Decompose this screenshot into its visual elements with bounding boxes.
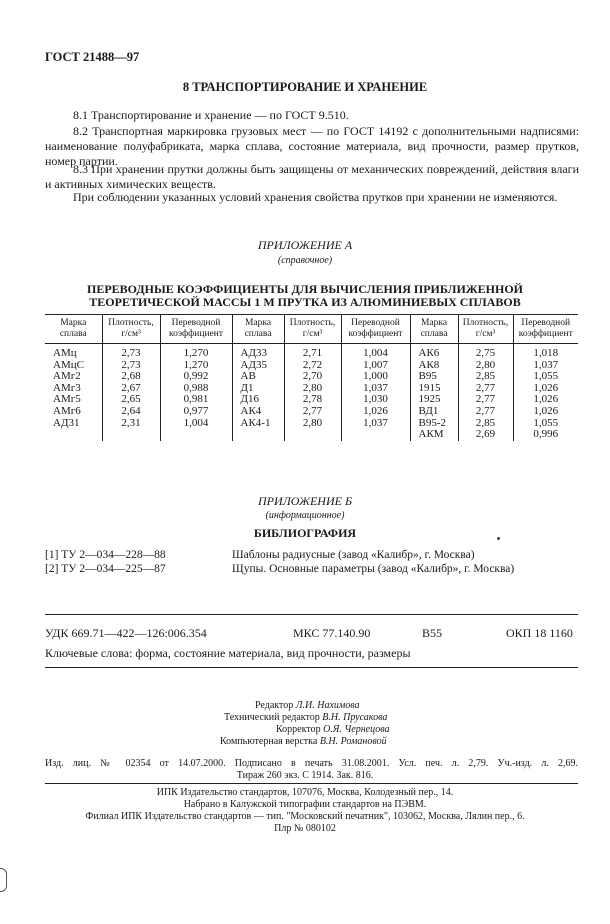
table-cell — [232, 429, 284, 441]
table-cell: 1,007 — [341, 360, 410, 372]
typeset-line: Набрано в Калужской типографии стандартов на ПЭВМ. — [183, 799, 427, 810]
paragraph-8-1: 8.1 Транспортирование и хранение — по ГОСТ 9.510. — [73, 108, 349, 122]
table-cell: 2,68 — [102, 371, 160, 383]
corrector-label: Корректор — [276, 724, 321, 735]
table-cell: 2,85 — [458, 418, 513, 430]
table-cell: В95 — [410, 371, 458, 383]
okp-code: ОКП 18 1160 — [506, 626, 573, 640]
table-cell: 1,018 — [513, 344, 578, 360]
table-cell: Д16 — [232, 394, 284, 406]
section-title: 8 ТРАНСПОРТИРОВАНИЕ И ХРАНЕНИЕ — [182, 80, 428, 94]
table-cell: ВД1 — [410, 406, 458, 418]
table-cell: АМг5 — [53, 393, 81, 406]
appendix-b-subtitle: (информационное) — [265, 510, 345, 521]
print-speck — [497, 537, 500, 540]
table-row — [45, 406, 578, 418]
paragraph-storage-note: При соблюдении указанных условий хранения свойства прутков при хранении не изменяются. — [73, 190, 558, 204]
table-cell: 2,64 — [102, 406, 160, 418]
column-header: Плотность, г/см³ — [458, 315, 513, 344]
table-row — [45, 344, 578, 360]
appendix-a-subtitle: (справочное) — [277, 255, 333, 266]
column-header: Переводной коэффициент — [513, 315, 578, 344]
license-line: Изд. лиц. № 02354 от 14.07.2000. Подписано в печать 31.08.2001. Усл. печ. л. 2,79. Уч.-изд. л. 2,69. — [45, 758, 578, 769]
table-cell: 2,70 — [284, 371, 341, 383]
branch-line: Филиал ИПК Издательство стандартов — тип. "Московский печатник", 103062, Москва, Лялин пер., 6. — [85, 811, 525, 822]
scan-edge-mark — [0, 868, 7, 892]
table-cell — [45, 429, 102, 441]
table-row — [45, 429, 578, 441]
layout-label: Компьютерная верстка — [220, 736, 318, 747]
table-cell: 1,037 — [513, 360, 578, 372]
bibliography-heading: БИБЛИОГРАФИЯ — [253, 526, 357, 540]
table-cell: Д1 — [232, 383, 284, 395]
table-cell — [284, 429, 341, 441]
table-cell: АМг6 — [53, 404, 81, 417]
column-header: Переводной коэффициент — [160, 315, 232, 344]
table-cell: 2,75 — [458, 344, 513, 360]
editor-label: Редактор — [255, 700, 294, 711]
table-cell: АК8 — [410, 360, 458, 372]
divider-publisher — [45, 783, 578, 784]
table-cell: АД31 — [53, 416, 80, 429]
group-code: В55 — [422, 626, 443, 640]
table-cell: АД35 — [232, 360, 284, 372]
table-cell: 2,78 — [284, 394, 341, 406]
table-cell: 1,055 — [513, 418, 578, 430]
table-cell: 1,026 — [341, 406, 410, 418]
table-cell: 1,026 — [513, 394, 578, 406]
table-cell: 1,026 — [513, 383, 578, 395]
divider-top — [45, 614, 578, 615]
table-cell: АК6 — [410, 344, 458, 360]
table-cell: АКМ — [410, 429, 458, 441]
table-cell: АД33 — [232, 344, 284, 360]
table-cell: 2,80 — [284, 383, 341, 395]
table-cell: 0,992 — [160, 371, 232, 383]
tech-editor-line — [224, 712, 387, 724]
table-cell: 0,977 — [160, 406, 232, 418]
conversion-coefficients-table — [45, 314, 578, 441]
document-code: ГОСТ 21488—97 — [45, 50, 140, 64]
bibliography-ref: [1] ТУ 2—034—228—88 — [45, 549, 166, 561]
appendix-b-title: ПРИЛОЖЕНИЕ Б — [257, 494, 353, 508]
table-cell: 1,030 — [341, 394, 410, 406]
table-cell: 1,037 — [341, 383, 410, 395]
table-cell: АМг2 — [53, 370, 81, 383]
paragraph-8-2: 8.2 Транспортная маркировка грузовых мест — по ГОСТ 14192 с дополнительными надписями: наименование полуфабриката, марка сплава, состояние материала, вид прочности, размер прутков, номер партии. — [45, 124, 579, 168]
table-cell: АК4 — [232, 406, 284, 418]
table-cell: 2,80 — [458, 360, 513, 372]
table-row — [45, 418, 578, 430]
table-cell: 1,004 — [160, 418, 232, 430]
column-header: Марка сплава — [232, 315, 284, 344]
table-cell: 1925 — [410, 394, 458, 406]
table-cell: 0,981 — [160, 394, 232, 406]
table-cell: АК4-1 — [232, 418, 284, 430]
table-cell: АМцС — [53, 358, 84, 371]
editor-line — [255, 700, 360, 712]
column-header: Плотность, г/см³ — [102, 315, 160, 344]
table-cell: 1,026 — [513, 406, 578, 418]
table-cell: 2,77 — [284, 406, 341, 418]
corrector-name: О.Я. Чернецова — [323, 724, 390, 735]
table-cell — [160, 429, 232, 441]
table-heading-line-1: ПЕРЕВОДНЫЕ КОЭФФИЦИЕНТЫ ДЛЯ ВЫЧИСЛЕНИЯ ПРИБЛИЖЕННОЙ — [86, 282, 523, 296]
table-cell — [102, 429, 160, 441]
table-header-row — [45, 315, 578, 344]
table-cell: 2,69 — [458, 429, 513, 441]
print-run-line: Тираж 260 экз. С 1914. Зак. 816. — [236, 770, 374, 781]
table-cell: 1,055 — [513, 371, 578, 383]
table-cell: 1,004 — [341, 344, 410, 360]
table-cell: 0,996 — [513, 429, 578, 441]
paragraph-8-3: 8.3 При хранении прутки должны быть защищены от механических повреждений, действия влаги и активных химических веществ. — [45, 162, 579, 191]
column-header: Плотность, г/см³ — [284, 315, 341, 344]
keywords: Ключевые слова: форма, состояние материала, вид прочности, размеры — [45, 646, 411, 660]
table-cell: 1,270 — [160, 344, 232, 360]
corrector-line — [276, 724, 390, 736]
table-cell: АВ — [232, 371, 284, 383]
layout-name: В.Н. Романовой — [319, 736, 387, 747]
bibliography-ref: [2] ТУ 2—034—225—87 — [45, 563, 166, 575]
layout-line — [220, 736, 387, 748]
tech-editor-name: В.Н. Прусакова — [322, 712, 388, 723]
publisher-line: ИПК Издательство стандартов, 107076, Москва, Колодезный пер., 14. — [156, 787, 454, 798]
table-cell: АМц — [53, 347, 77, 359]
udk-code: УДК 669.71—422—126:006.354 — [45, 626, 207, 640]
table-cell: 2,77 — [458, 394, 513, 406]
editor-name: Л.И. Нахимова — [295, 700, 360, 711]
table-cell: В95-2 — [410, 418, 458, 430]
bibliography-text: Щупы. Основные параметры (завод «Калибр», г. Москва) — [232, 563, 515, 575]
table-cell: 2,72 — [284, 360, 341, 372]
table-cell: АМг3 — [53, 381, 81, 394]
bibliography-text: Шаблоны радиусные (завод «Калибр», г. Москва) — [232, 549, 475, 561]
table-cell: 2,85 — [458, 371, 513, 383]
table-cell: 0,988 — [160, 383, 232, 395]
plr-line: Плр № 080102 — [274, 823, 336, 834]
appendix-a-title: ПРИЛОЖЕНИЕ А — [257, 238, 353, 252]
table-cell: 2,77 — [458, 383, 513, 395]
table-cell: 2,31 — [102, 418, 160, 430]
table-cell: 2,73 — [102, 360, 160, 372]
table-cell: 2,67 — [102, 383, 160, 395]
table-cell: 1,270 — [160, 360, 232, 372]
table-heading-line-2: ТЕОРЕТИЧЕСКОЙ МАССЫ 1 М ПРУТКА ИЗ АЛЮМИНИЕВЫХ СПЛАВОВ — [89, 295, 521, 309]
table-cell: 2,73 — [102, 344, 160, 360]
divider-bottom — [45, 667, 578, 668]
column-header: Марка сплава — [410, 315, 458, 344]
table-cell — [341, 429, 410, 441]
column-header: Марка сплава — [45, 315, 102, 344]
mks-code: МКС 77.140.90 — [293, 626, 371, 640]
table-cell: 1,000 — [341, 371, 410, 383]
table-cell: 2,80 — [284, 418, 341, 430]
table-cell: 1915 — [410, 383, 458, 395]
table-cell: 2,77 — [458, 406, 513, 418]
column-header: Переводной коэффициент — [341, 315, 410, 344]
tech-editor-label: Технический редактор — [224, 712, 320, 723]
table-cell: 2,65 — [102, 394, 160, 406]
table-cell: 1,037 — [341, 418, 410, 430]
table-cell: 2,71 — [284, 344, 341, 360]
